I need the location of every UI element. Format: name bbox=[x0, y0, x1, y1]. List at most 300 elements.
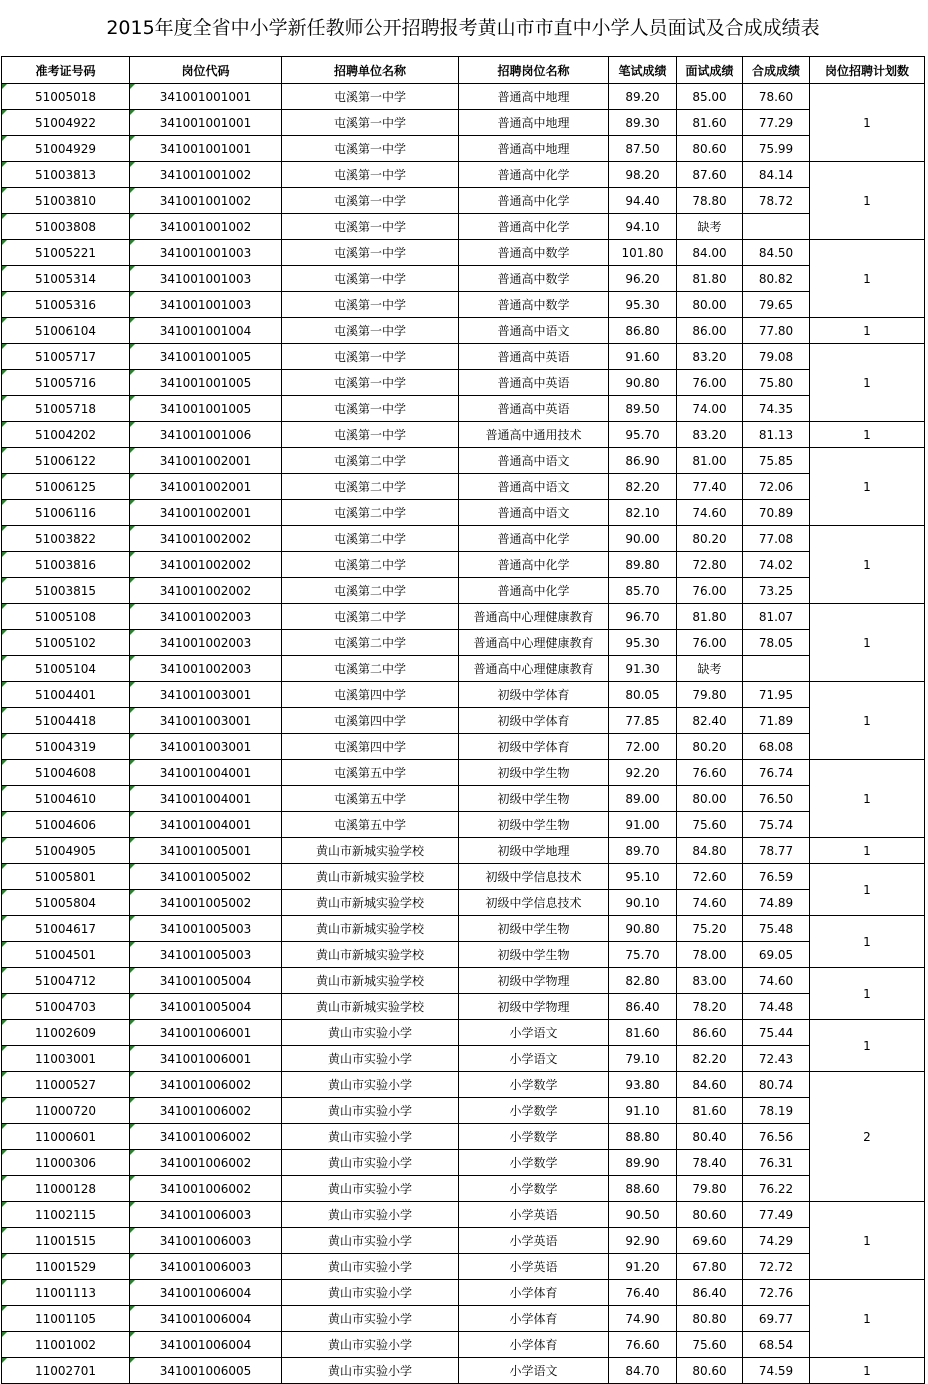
exam-number-cell: 51005716 bbox=[2, 370, 130, 396]
combined-score-cell: 76.59 bbox=[743, 864, 810, 890]
plan-count-cell: 1 bbox=[810, 448, 925, 526]
post-code-cell: 341001005003 bbox=[130, 916, 282, 942]
post-name-cell: 初级中学生物 bbox=[459, 942, 609, 968]
interview-score-cell: 81.60 bbox=[677, 110, 743, 136]
table-row bbox=[2, 1098, 925, 1124]
written-score-cell: 90.10 bbox=[609, 890, 677, 916]
post-code-cell: 341001001005 bbox=[130, 396, 282, 422]
written-score-cell: 74.90 bbox=[609, 1306, 677, 1332]
written-score-cell: 93.80 bbox=[609, 1072, 677, 1098]
combined-score-cell: 78.60 bbox=[743, 84, 810, 110]
table-row bbox=[2, 994, 925, 1020]
exam-number-cell: 51003816 bbox=[2, 552, 130, 578]
combined-score-cell: 79.08 bbox=[743, 344, 810, 370]
combined-score-cell: 72.06 bbox=[743, 474, 810, 500]
exam-number-cell: 51004617 bbox=[2, 916, 130, 942]
exam-number-cell: 51005804 bbox=[2, 890, 130, 916]
combined-score-cell: 78.05 bbox=[743, 630, 810, 656]
combined-score-cell: 71.89 bbox=[743, 708, 810, 734]
interview-score-cell: 77.40 bbox=[677, 474, 743, 500]
interview-score-cell: 76.60 bbox=[677, 760, 743, 786]
interview-score-cell: 80.00 bbox=[677, 786, 743, 812]
plan-count-cell: 1 bbox=[810, 344, 925, 422]
combined-score-cell: 76.56 bbox=[743, 1124, 810, 1150]
employer-cell: 屯溪第二中学 bbox=[282, 448, 459, 474]
table-row bbox=[2, 1202, 925, 1228]
combined-score-cell: 68.08 bbox=[743, 734, 810, 760]
table-row bbox=[2, 604, 925, 630]
post-code-cell: 341001001002 bbox=[130, 162, 282, 188]
exam-number-cell: 51004703 bbox=[2, 994, 130, 1020]
post-name-cell: 初级中学体育 bbox=[459, 682, 609, 708]
employer-cell: 屯溪第二中学 bbox=[282, 474, 459, 500]
post-name-cell: 初级中学体育 bbox=[459, 734, 609, 760]
interview-score-cell: 72.80 bbox=[677, 552, 743, 578]
written-score-cell: 76.40 bbox=[609, 1280, 677, 1306]
table-row bbox=[2, 344, 925, 370]
exam-number-cell: 51004202 bbox=[2, 422, 130, 448]
table-row bbox=[2, 1020, 925, 1046]
written-score-cell: 91.00 bbox=[609, 812, 677, 838]
exam-number-cell: 11001529 bbox=[2, 1254, 130, 1280]
combined-score-cell: 77.49 bbox=[743, 1202, 810, 1228]
written-score-cell: 90.80 bbox=[609, 370, 677, 396]
combined-score-cell: 70.89 bbox=[743, 500, 810, 526]
employer-cell: 屯溪第四中学 bbox=[282, 708, 459, 734]
combined-score-cell: 76.22 bbox=[743, 1176, 810, 1202]
table-row bbox=[2, 526, 925, 552]
written-score-cell: 90.50 bbox=[609, 1202, 677, 1228]
table-row bbox=[2, 760, 925, 786]
plan-count-cell: 1 bbox=[810, 1280, 925, 1358]
interview-score-cell: 84.00 bbox=[677, 240, 743, 266]
table-row bbox=[2, 682, 925, 708]
combined-score-cell bbox=[743, 214, 810, 240]
interview-score-cell: 86.60 bbox=[677, 1020, 743, 1046]
post-code-cell: 341001002001 bbox=[130, 448, 282, 474]
header-plan-count: 岗位招聘计划数 bbox=[810, 57, 925, 84]
header-written-score: 笔试成绩 bbox=[609, 57, 677, 84]
interview-score-cell: 78.20 bbox=[677, 994, 743, 1020]
post-code-cell: 341001006003 bbox=[130, 1254, 282, 1280]
table-row bbox=[2, 214, 925, 240]
employer-cell: 黄山市实验小学 bbox=[282, 1332, 459, 1358]
table-row bbox=[2, 968, 925, 994]
employer-cell: 黄山市实验小学 bbox=[282, 1072, 459, 1098]
plan-count-cell: 1 bbox=[810, 864, 925, 916]
exam-number-cell: 51005717 bbox=[2, 344, 130, 370]
combined-score-cell: 74.89 bbox=[743, 890, 810, 916]
table-row bbox=[2, 474, 925, 500]
employer-cell: 黄山市实验小学 bbox=[282, 1280, 459, 1306]
post-code-cell: 341001006005 bbox=[130, 1358, 282, 1384]
written-score-cell: 87.50 bbox=[609, 136, 677, 162]
post-name-cell: 普通高中化学 bbox=[459, 552, 609, 578]
employer-cell: 屯溪第四中学 bbox=[282, 682, 459, 708]
exam-number-cell: 51005108 bbox=[2, 604, 130, 630]
table-row bbox=[2, 942, 925, 968]
interview-score-cell: 81.60 bbox=[677, 1098, 743, 1124]
page-title: 2015年度全省中小学新任教师公开招聘报考黄山市市直中小学人员面试及合成成绩表 bbox=[106, 17, 820, 39]
post-code-cell: 341001005004 bbox=[130, 994, 282, 1020]
written-score-cell: 89.70 bbox=[609, 838, 677, 864]
table-row bbox=[2, 630, 925, 656]
table-row bbox=[2, 188, 925, 214]
exam-number-cell: 51005718 bbox=[2, 396, 130, 422]
interview-score-cell: 80.20 bbox=[677, 734, 743, 760]
combined-score-cell: 74.48 bbox=[743, 994, 810, 1020]
post-name-cell: 普通高中地理 bbox=[459, 136, 609, 162]
table-row bbox=[2, 422, 925, 448]
table-row bbox=[2, 292, 925, 318]
table-row bbox=[2, 552, 925, 578]
table-row bbox=[2, 1176, 925, 1202]
exam-number-cell: 11001105 bbox=[2, 1306, 130, 1332]
written-score-cell: 88.60 bbox=[609, 1176, 677, 1202]
interview-score-cell: 79.80 bbox=[677, 682, 743, 708]
table-row bbox=[2, 1124, 925, 1150]
post-name-cell: 小学数学 bbox=[459, 1124, 609, 1150]
post-code-cell: 341001002003 bbox=[130, 604, 282, 630]
post-name-cell: 普通高中化学 bbox=[459, 526, 609, 552]
employer-cell: 黄山市实验小学 bbox=[282, 1306, 459, 1332]
employer-cell: 屯溪第一中学 bbox=[282, 292, 459, 318]
post-code-cell: 341001001003 bbox=[130, 240, 282, 266]
combined-score-cell: 77.80 bbox=[743, 318, 810, 344]
post-code-cell: 341001006002 bbox=[130, 1150, 282, 1176]
plan-count-cell: 1 bbox=[810, 162, 925, 240]
combined-score-cell: 75.74 bbox=[743, 812, 810, 838]
exam-number-cell: 51003815 bbox=[2, 578, 130, 604]
post-code-cell: 341001006002 bbox=[130, 1072, 282, 1098]
interview-score-cell: 81.80 bbox=[677, 266, 743, 292]
interview-score-cell: 75.20 bbox=[677, 916, 743, 942]
table-row bbox=[2, 708, 925, 734]
combined-score-cell: 78.77 bbox=[743, 838, 810, 864]
exam-number-cell: 51004610 bbox=[2, 786, 130, 812]
post-name-cell: 初级中学信息技术 bbox=[459, 864, 609, 890]
exam-number-cell: 11002701 bbox=[2, 1358, 130, 1384]
exam-number-cell: 51005801 bbox=[2, 864, 130, 890]
combined-score-cell: 80.82 bbox=[743, 266, 810, 292]
table-row bbox=[2, 864, 925, 890]
table-row bbox=[2, 578, 925, 604]
post-code-cell: 341001005001 bbox=[130, 838, 282, 864]
interview-score-cell: 72.60 bbox=[677, 864, 743, 890]
plan-count-cell: 1 bbox=[810, 526, 925, 604]
employer-cell: 黄山市实验小学 bbox=[282, 1228, 459, 1254]
header-combined-score: 合成成绩 bbox=[743, 57, 810, 84]
employer-cell: 屯溪第一中学 bbox=[282, 162, 459, 188]
post-code-cell: 341001001005 bbox=[130, 370, 282, 396]
employer-cell: 屯溪第一中学 bbox=[282, 370, 459, 396]
table-row bbox=[2, 110, 925, 136]
exam-number-cell: 51006104 bbox=[2, 318, 130, 344]
written-score-cell: 96.20 bbox=[609, 266, 677, 292]
interview-score-cell: 80.20 bbox=[677, 526, 743, 552]
post-name-cell: 初级中学生物 bbox=[459, 760, 609, 786]
written-score-cell: 91.10 bbox=[609, 1098, 677, 1124]
post-code-cell: 341001006004 bbox=[130, 1306, 282, 1332]
written-score-cell: 92.20 bbox=[609, 760, 677, 786]
table-row bbox=[2, 786, 925, 812]
interview-score-cell: 78.40 bbox=[677, 1150, 743, 1176]
combined-score-cell: 79.65 bbox=[743, 292, 810, 318]
post-code-cell: 341001004001 bbox=[130, 812, 282, 838]
written-score-cell: 95.70 bbox=[609, 422, 677, 448]
employer-cell: 屯溪第一中学 bbox=[282, 266, 459, 292]
post-name-cell: 普通高中语文 bbox=[459, 500, 609, 526]
post-name-cell: 普通高中语文 bbox=[459, 448, 609, 474]
employer-cell: 黄山市实验小学 bbox=[282, 1124, 459, 1150]
exam-number-cell: 51005314 bbox=[2, 266, 130, 292]
exam-number-cell: 11001002 bbox=[2, 1332, 130, 1358]
exam-number-cell: 51004712 bbox=[2, 968, 130, 994]
written-score-cell: 86.90 bbox=[609, 448, 677, 474]
post-name-cell: 小学体育 bbox=[459, 1280, 609, 1306]
interview-score-cell: 76.00 bbox=[677, 578, 743, 604]
table-row bbox=[2, 1358, 925, 1384]
plan-count-cell: 1 bbox=[810, 318, 925, 344]
employer-cell: 黄山市实验小学 bbox=[282, 1020, 459, 1046]
employer-cell: 屯溪第二中学 bbox=[282, 604, 459, 630]
exam-number-cell: 51006122 bbox=[2, 448, 130, 474]
employer-cell: 黄山市新城实验学校 bbox=[282, 916, 459, 942]
table-row bbox=[2, 916, 925, 942]
plan-count-cell: 1 bbox=[810, 84, 925, 162]
employer-cell: 黄山市实验小学 bbox=[282, 1150, 459, 1176]
combined-score-cell: 75.99 bbox=[743, 136, 810, 162]
interview-score-cell: 80.60 bbox=[677, 1358, 743, 1384]
written-score-cell: 95.30 bbox=[609, 292, 677, 318]
employer-cell: 黄山市新城实验学校 bbox=[282, 942, 459, 968]
post-code-cell: 341001005002 bbox=[130, 890, 282, 916]
post-name-cell: 小学语文 bbox=[459, 1020, 609, 1046]
interview-score-cell: 80.80 bbox=[677, 1306, 743, 1332]
exam-number-cell: 51005102 bbox=[2, 630, 130, 656]
written-score-cell: 96.70 bbox=[609, 604, 677, 630]
post-name-cell: 小学英语 bbox=[459, 1228, 609, 1254]
exam-number-cell: 51003813 bbox=[2, 162, 130, 188]
written-score-cell: 79.10 bbox=[609, 1046, 677, 1072]
written-score-cell: 76.60 bbox=[609, 1332, 677, 1358]
post-code-cell: 341001006004 bbox=[130, 1332, 282, 1358]
written-score-cell: 75.70 bbox=[609, 942, 677, 968]
post-code-cell: 341001001005 bbox=[130, 344, 282, 370]
employer-cell: 屯溪第一中学 bbox=[282, 396, 459, 422]
plan-count-cell: 1 bbox=[810, 760, 925, 838]
interview-score-cell: 78.80 bbox=[677, 188, 743, 214]
table-row bbox=[2, 136, 925, 162]
interview-score-cell: 83.20 bbox=[677, 422, 743, 448]
header-row bbox=[2, 57, 925, 84]
interview-score-cell: 85.00 bbox=[677, 84, 743, 110]
post-code-cell: 341001005004 bbox=[130, 968, 282, 994]
combined-score-cell: 78.72 bbox=[743, 188, 810, 214]
post-name-cell: 普通高中英语 bbox=[459, 344, 609, 370]
post-name-cell: 初级中学生物 bbox=[459, 812, 609, 838]
post-code-cell: 341001006002 bbox=[130, 1098, 282, 1124]
post-name-cell: 初级中学物理 bbox=[459, 968, 609, 994]
post-name-cell: 普通高中化学 bbox=[459, 188, 609, 214]
post-name-cell: 小学数学 bbox=[459, 1072, 609, 1098]
combined-score-cell: 84.14 bbox=[743, 162, 810, 188]
table-row bbox=[2, 1072, 925, 1098]
combined-score-cell: 72.76 bbox=[743, 1280, 810, 1306]
employer-cell: 屯溪第二中学 bbox=[282, 552, 459, 578]
employer-cell: 黄山市实验小学 bbox=[282, 1358, 459, 1384]
employer-cell: 黄山市实验小学 bbox=[282, 1098, 459, 1124]
post-name-cell: 普通高中心理健康教育 bbox=[459, 656, 609, 682]
interview-score-cell: 74.60 bbox=[677, 500, 743, 526]
post-code-cell: 341001002001 bbox=[130, 474, 282, 500]
post-code-cell: 341001005002 bbox=[130, 864, 282, 890]
post-code-cell: 341001005003 bbox=[130, 942, 282, 968]
post-name-cell: 初级中学信息技术 bbox=[459, 890, 609, 916]
written-score-cell: 94.10 bbox=[609, 214, 677, 240]
table-row bbox=[2, 396, 925, 422]
written-score-cell: 89.80 bbox=[609, 552, 677, 578]
interview-score-cell: 74.00 bbox=[677, 396, 743, 422]
exam-number-cell: 51005221 bbox=[2, 240, 130, 266]
table-row bbox=[2, 162, 925, 188]
combined-score-cell: 81.13 bbox=[743, 422, 810, 448]
post-name-cell: 普通高中英语 bbox=[459, 370, 609, 396]
employer-cell: 屯溪第一中学 bbox=[282, 214, 459, 240]
interview-score-cell: 75.60 bbox=[677, 1332, 743, 1358]
post-name-cell: 小学英语 bbox=[459, 1202, 609, 1228]
exam-number-cell: 51004401 bbox=[2, 682, 130, 708]
combined-score-cell: 74.60 bbox=[743, 968, 810, 994]
written-score-cell: 86.40 bbox=[609, 994, 677, 1020]
written-score-cell: 91.30 bbox=[609, 656, 677, 682]
plan-count-cell: 1 bbox=[810, 240, 925, 318]
header-exam-number: 准考证号码 bbox=[2, 57, 130, 84]
exam-number-cell: 51003822 bbox=[2, 526, 130, 552]
post-name-cell: 小学语文 bbox=[459, 1358, 609, 1384]
score-table bbox=[1, 56, 925, 1384]
interview-score-cell: 83.20 bbox=[677, 344, 743, 370]
employer-cell: 屯溪第五中学 bbox=[282, 812, 459, 838]
interview-score-cell: 81.00 bbox=[677, 448, 743, 474]
combined-score-cell: 72.43 bbox=[743, 1046, 810, 1072]
exam-number-cell: 11002609 bbox=[2, 1020, 130, 1046]
interview-score-cell: 83.00 bbox=[677, 968, 743, 994]
written-score-cell: 90.00 bbox=[609, 526, 677, 552]
post-name-cell: 普通高中化学 bbox=[459, 214, 609, 240]
combined-score-cell: 81.07 bbox=[743, 604, 810, 630]
employer-cell: 黄山市新城实验学校 bbox=[282, 968, 459, 994]
written-score-cell: 98.20 bbox=[609, 162, 677, 188]
table-row bbox=[2, 1280, 925, 1306]
employer-cell: 屯溪第一中学 bbox=[282, 110, 459, 136]
table-row bbox=[2, 812, 925, 838]
post-name-cell: 普通高中语文 bbox=[459, 318, 609, 344]
written-score-cell: 89.30 bbox=[609, 110, 677, 136]
written-score-cell: 84.70 bbox=[609, 1358, 677, 1384]
written-score-cell: 94.40 bbox=[609, 188, 677, 214]
post-code-cell: 341001006003 bbox=[130, 1202, 282, 1228]
post-code-cell: 341001003001 bbox=[130, 734, 282, 760]
written-score-cell: 82.80 bbox=[609, 968, 677, 994]
written-score-cell: 89.50 bbox=[609, 396, 677, 422]
table-row bbox=[2, 448, 925, 474]
interview-score-cell: 80.00 bbox=[677, 292, 743, 318]
interview-score-cell: 84.80 bbox=[677, 838, 743, 864]
plan-count-cell: 1 bbox=[810, 968, 925, 1020]
exam-number-cell: 51004319 bbox=[2, 734, 130, 760]
table-body bbox=[2, 84, 925, 1384]
post-name-cell: 初级中学体育 bbox=[459, 708, 609, 734]
exam-number-cell: 51005104 bbox=[2, 656, 130, 682]
combined-score-cell: 74.35 bbox=[743, 396, 810, 422]
post-code-cell: 341001001006 bbox=[130, 422, 282, 448]
interview-score-cell: 82.40 bbox=[677, 708, 743, 734]
exam-number-cell: 51003808 bbox=[2, 214, 130, 240]
post-name-cell: 普通高中化学 bbox=[459, 162, 609, 188]
post-name-cell: 普通高中心理健康教育 bbox=[459, 604, 609, 630]
header-employer: 招聘单位名称 bbox=[282, 57, 459, 84]
employer-cell: 黄山市新城实验学校 bbox=[282, 864, 459, 890]
employer-cell: 屯溪第一中学 bbox=[282, 136, 459, 162]
table-row bbox=[2, 1306, 925, 1332]
table-row bbox=[2, 266, 925, 292]
plan-count-cell: 1 bbox=[810, 1020, 925, 1072]
combined-score-cell: 71.95 bbox=[743, 682, 810, 708]
combined-score-cell: 76.50 bbox=[743, 786, 810, 812]
post-code-cell: 341001006003 bbox=[130, 1228, 282, 1254]
employer-cell: 黄山市新城实验学校 bbox=[282, 838, 459, 864]
exam-number-cell: 11001113 bbox=[2, 1280, 130, 1306]
post-name-cell: 普通高中地理 bbox=[459, 110, 609, 136]
interview-score-cell: 75.60 bbox=[677, 812, 743, 838]
employer-cell: 黄山市实验小学 bbox=[282, 1202, 459, 1228]
exam-number-cell: 11002115 bbox=[2, 1202, 130, 1228]
post-code-cell: 341001001003 bbox=[130, 266, 282, 292]
post-name-cell: 普通高中心理健康教育 bbox=[459, 630, 609, 656]
combined-score-cell: 75.44 bbox=[743, 1020, 810, 1046]
post-code-cell: 341001001002 bbox=[130, 188, 282, 214]
employer-cell: 屯溪第一中学 bbox=[282, 344, 459, 370]
header-post-code: 岗位代码 bbox=[130, 57, 282, 84]
employer-cell: 黄山市新城实验学校 bbox=[282, 890, 459, 916]
post-name-cell: 普通高中语文 bbox=[459, 474, 609, 500]
plan-count-cell: 1 bbox=[810, 1202, 925, 1280]
written-score-cell: 95.30 bbox=[609, 630, 677, 656]
post-name-cell: 初级中学生物 bbox=[459, 916, 609, 942]
combined-score-cell: 77.29 bbox=[743, 110, 810, 136]
post-code-cell: 341001006001 bbox=[130, 1020, 282, 1046]
employer-cell: 屯溪第二中学 bbox=[282, 526, 459, 552]
written-score-cell: 90.80 bbox=[609, 916, 677, 942]
employer-cell: 黄山市新城实验学校 bbox=[282, 994, 459, 1020]
exam-number-cell: 51005018 bbox=[2, 84, 130, 110]
combined-score-cell: 74.29 bbox=[743, 1228, 810, 1254]
written-score-cell: 77.85 bbox=[609, 708, 677, 734]
post-name-cell: 普通高中数学 bbox=[459, 266, 609, 292]
written-score-cell: 101.80 bbox=[609, 240, 677, 266]
interview-score-cell: 86.00 bbox=[677, 318, 743, 344]
table-row bbox=[2, 656, 925, 682]
employer-cell: 屯溪第一中学 bbox=[282, 188, 459, 214]
exam-number-cell: 51004905 bbox=[2, 838, 130, 864]
exam-number-cell: 51004418 bbox=[2, 708, 130, 734]
post-name-cell: 小学数学 bbox=[459, 1098, 609, 1124]
post-name-cell: 普通高中化学 bbox=[459, 578, 609, 604]
table-row bbox=[2, 838, 925, 864]
plan-count-cell: 1 bbox=[810, 682, 925, 760]
interview-score-cell: 76.00 bbox=[677, 630, 743, 656]
